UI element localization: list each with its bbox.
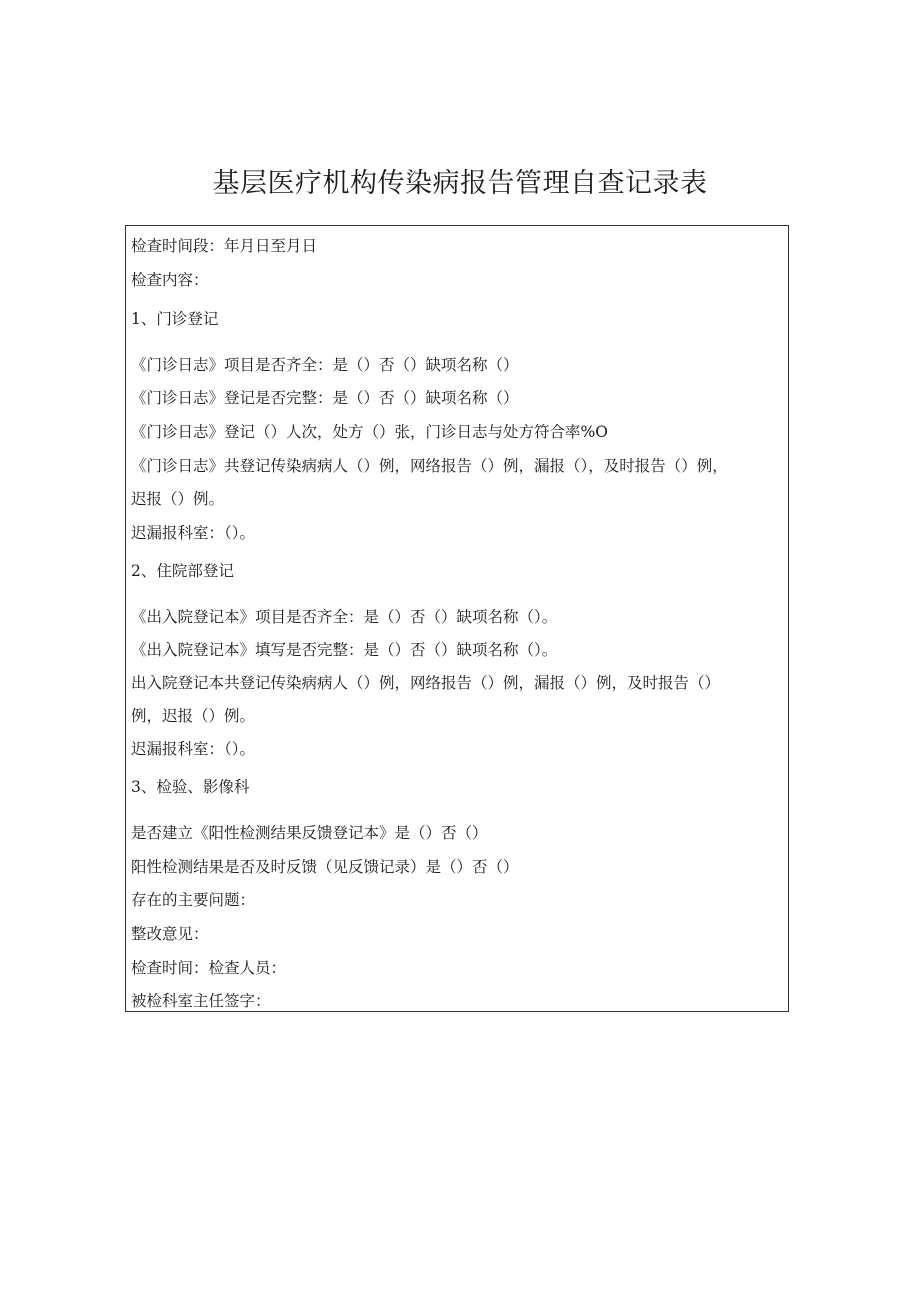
inpatient-case-report-cont: 例，迟报（）例。	[131, 707, 256, 725]
page-title: 基层医疗机构传染病报告管理自查记录表	[212, 168, 708, 199]
section-1-heading: 1、门诊登记	[131, 310, 219, 328]
inpatient-items-complete: 《出入院登记本》项目是否齐全：是（）否（）缺项名称（）。	[131, 608, 558, 626]
main-problems-label: 存在的主要问题：	[131, 891, 256, 909]
outpatient-visit-count: 《门诊日志》登记（）人次，处方（）张，门诊日志与处方符合率%O	[131, 423, 608, 441]
inspection-time-staff-label: 检查时间：检查人员：	[131, 959, 287, 977]
section-3-heading: 3、检验、影像科	[131, 778, 250, 796]
inpatient-case-report: 出入院登记本共登记传染病病人（）例，网络报告（）例，漏报（）例，及时报告（）	[131, 674, 721, 692]
outpatient-case-report-cont: 迟报（）例。	[131, 490, 225, 508]
inspection-content-label: 检查内容：	[131, 271, 209, 289]
inspection-period-line: 检查时间段：年月日至月日	[131, 237, 318, 255]
lab-register-established: 是否建立《阳性检测结果反馈登记本》是（）否（）	[131, 824, 488, 842]
dept-head-signature-label: 被检科室主任签字：	[131, 992, 271, 1010]
self-check-form	[125, 225, 789, 1012]
lab-timely-feedback: 阳性检测结果是否及时反馈（见反馈记录）是（）否（）	[131, 858, 519, 876]
rectification-label: 整改意见：	[131, 925, 209, 943]
outpatient-record-complete: 《门诊日志》登记是否完整：是（）否（）缺项名称（）	[131, 389, 519, 407]
inpatient-record-complete: 《出入院登记本》填写是否完整：是（）否（）缺项名称（）。	[131, 641, 558, 659]
outpatient-case-report: 《门诊日志》共登记传染病病人（）例，网络报告（）例，漏报（），及时报告（）例，	[131, 457, 728, 475]
inpatient-late-dept: 迟漏报科室：（）。	[131, 740, 256, 758]
section-2-heading: 2、住院部登记	[131, 562, 234, 580]
outpatient-items-complete: 《门诊日志》项目是否齐全：是（）否（）缺项名称（）	[131, 356, 519, 374]
outpatient-late-dept: 迟漏报科室：（）。	[131, 524, 256, 542]
